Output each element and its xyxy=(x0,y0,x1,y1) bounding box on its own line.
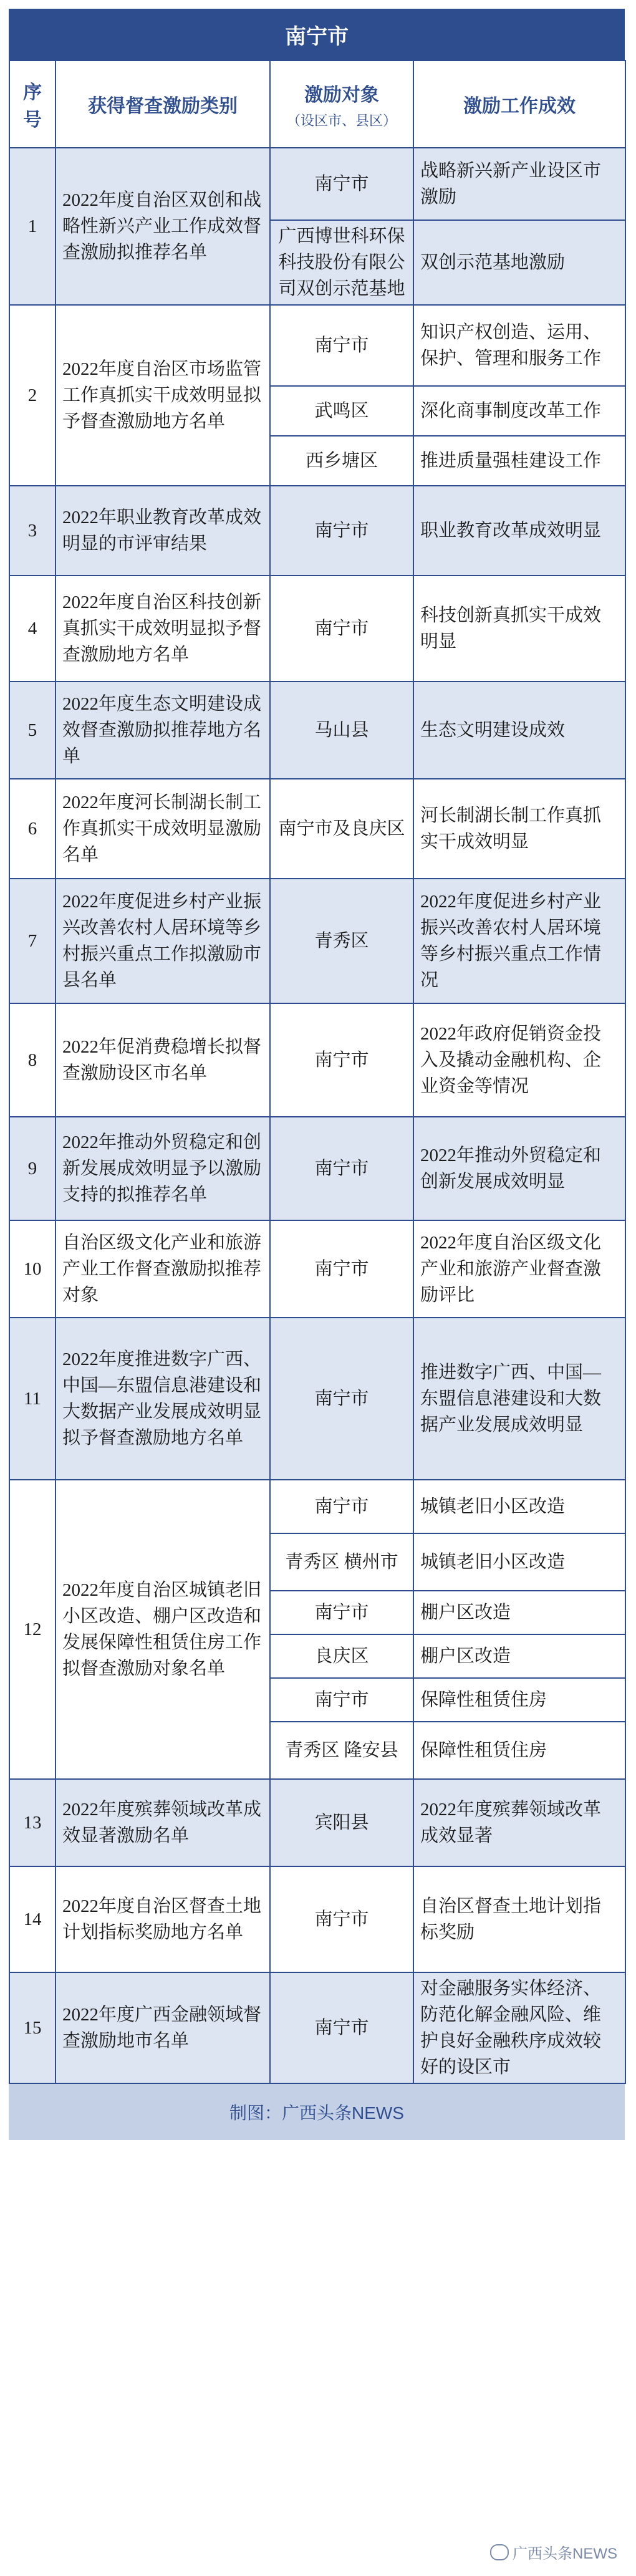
table-row xyxy=(9,779,625,879)
table-row xyxy=(9,1117,625,1220)
incentive-target: 宾阳县 xyxy=(270,1779,413,1866)
table-row xyxy=(9,1003,625,1117)
incentive-category: 2022年度自治区市场监管工作真抓实干成效明显拟予督查激励地方名单 xyxy=(55,305,270,486)
row-number: 8 xyxy=(9,1003,55,1117)
row-number: 1 xyxy=(9,148,55,305)
incentive-target: 南宁市 xyxy=(270,1117,413,1220)
row-number: 3 xyxy=(9,486,55,576)
row-number: 9 xyxy=(9,1117,55,1220)
incentive-table xyxy=(9,60,626,2084)
incentive-result: 棚户区改造 xyxy=(413,1591,625,1634)
incentive-target: 南宁市 xyxy=(270,576,413,682)
incentive-result: 推进数字广西、中国—东盟信息港建设和大数据产业发展成效明显 xyxy=(413,1318,625,1480)
table-row xyxy=(9,1318,625,1480)
table-row xyxy=(9,486,625,576)
incentive-result: 科技创新真抓实干成效明显 xyxy=(413,576,625,682)
table-row xyxy=(9,305,625,386)
incentive-result: 2022年度殡葬领域改革成效显著 xyxy=(413,1779,625,1866)
table-row xyxy=(9,1972,625,2083)
table-row xyxy=(9,576,625,682)
incentive-category: 2022年度自治区双创和战略性新兴产业工作成效督查激励拟推荐名单 xyxy=(55,148,270,305)
incentive-target: 青秀区 隆安县 xyxy=(270,1722,413,1779)
watermark-text: 广西头条NEWS xyxy=(513,2545,617,2562)
header-target xyxy=(270,60,413,148)
footer-credit: 制图：广西头条NEWS xyxy=(9,2084,625,2140)
row-number: 6 xyxy=(9,779,55,879)
row-number: 13 xyxy=(9,1779,55,1866)
row-number: 12 xyxy=(9,1480,55,1779)
incentive-target: 良庆区 xyxy=(270,1634,413,1678)
row-number: 15 xyxy=(9,1972,55,2083)
header-category: 获得督查激励类别 xyxy=(55,60,270,148)
incentive-result: 城镇老旧小区改造 xyxy=(413,1480,625,1533)
table-container xyxy=(9,9,625,2140)
incentive-target: 马山县 xyxy=(270,682,413,779)
incentive-target: 南宁市 xyxy=(270,486,413,576)
table-row xyxy=(9,879,625,1003)
incentive-category: 2022年度殡葬领域改革成效显著激励名单 xyxy=(55,1779,270,1866)
incentive-target: 南宁市 xyxy=(270,1003,413,1117)
table-row xyxy=(9,1779,625,1866)
incentive-category: 2022年度自治区科技创新真抓实干成效明显拟予督查激励地方名单 xyxy=(55,576,270,682)
header-num: 序号 xyxy=(9,60,55,148)
incentive-result: 河长制湖长制工作真抓实干成效明显 xyxy=(413,779,625,879)
incentive-target: 武鸣区 xyxy=(270,386,413,436)
incentive-target: 南宁市 xyxy=(270,1866,413,1972)
incentive-category: 2022年度广西金融领域督查激励地市名单 xyxy=(55,1972,270,2083)
wechat-icon xyxy=(490,2544,509,2560)
incentive-category: 2022年度自治区督查土地计划指标奖励地方名单 xyxy=(55,1866,270,1972)
table-title: 南宁市 xyxy=(9,9,625,60)
incentive-category: 2022年职业教育改革成效明显的市评审结果 xyxy=(55,486,270,576)
table-row xyxy=(9,1866,625,1972)
header-result: 激励工作成效 xyxy=(413,60,625,148)
incentive-result: 推进质量强桂建设工作 xyxy=(413,436,625,486)
row-number: 10 xyxy=(9,1220,55,1318)
row-number: 14 xyxy=(9,1866,55,1972)
incentive-category: 2022年促消费稳增长拟督查激励设区市名单 xyxy=(55,1003,270,1117)
incentive-result: 2022年度自治区级文化产业和旅游产业督查激励评比 xyxy=(413,1220,625,1318)
row-number: 11 xyxy=(9,1318,55,1480)
header-target-label: 激励对象 xyxy=(304,84,379,105)
incentive-result: 保障性租赁住房 xyxy=(413,1678,625,1722)
incentive-target: 南宁市 xyxy=(270,1318,413,1480)
incentive-result: 自治区督查土地计划指标奖励 xyxy=(413,1866,625,1972)
table-row xyxy=(9,148,625,220)
incentive-target: 南宁市 xyxy=(270,1480,413,1533)
incentive-category: 2022年推动外贸稳定和创新发展成效明显予以激励支持的拟推荐名单 xyxy=(55,1117,270,1220)
incentive-result: 城镇老旧小区改造 xyxy=(413,1533,625,1591)
incentive-category: 自治区级文化产业和旅游产业工作督查激励拟推荐对象 xyxy=(55,1220,270,1318)
row-number: 5 xyxy=(9,682,55,779)
incentive-category: 2022年度促进乡村产业振兴改善农村人居环境等乡村振兴重点工作拟激励市县名单 xyxy=(55,879,270,1003)
incentive-target: 南宁市 xyxy=(270,1220,413,1318)
header-target-sub: （设区市、县区） xyxy=(286,112,397,128)
incentive-target: 青秀区 横州市 xyxy=(270,1533,413,1591)
incentive-target: 南宁市 xyxy=(270,305,413,386)
incentive-target: 广西博世科环保科技股份有限公司双创示范基地 xyxy=(270,220,413,305)
incentive-result: 深化商事制度改革工作 xyxy=(413,386,625,436)
incentive-result: 战略新兴新产业设区市激励 xyxy=(413,148,625,220)
incentive-result: 对金融服务实体经济、防范化解金融风险、维护良好金融秩序成效较好的设区市 xyxy=(413,1972,625,2083)
incentive-result: 2022年政府促销资金投入及撬动金融机构、企业资金等情况 xyxy=(413,1003,625,1117)
incentive-result: 职业教育改革成效明显 xyxy=(413,486,625,576)
incentive-result: 棚户区改造 xyxy=(413,1634,625,1678)
incentive-category: 2022年度自治区城镇老旧小区改造、棚户区改造和发展保障性租赁住房工作拟督查激励对象名单 xyxy=(55,1480,270,1779)
incentive-target: 南宁市及良庆区 xyxy=(270,779,413,879)
incentive-target: 南宁市 xyxy=(270,148,413,220)
row-number: 4 xyxy=(9,576,55,682)
watermark xyxy=(490,2541,617,2563)
incentive-target: 南宁市 xyxy=(270,1678,413,1722)
incentive-target: 南宁市 xyxy=(270,1972,413,2083)
incentive-target: 南宁市 xyxy=(270,1591,413,1634)
incentive-result: 2022年度促进乡村产业振兴改善农村人居环境等乡村振兴重点工作情况 xyxy=(413,879,625,1003)
incentive-category: 2022年度生态文明建设成效督查激励拟推荐地方名单 xyxy=(55,682,270,779)
incentive-result: 保障性租赁住房 xyxy=(413,1722,625,1779)
incentive-result: 双创示范基地激励 xyxy=(413,220,625,305)
incentive-result: 知识产权创造、运用、保护、管理和服务工作 xyxy=(413,305,625,386)
row-number: 2 xyxy=(9,305,55,486)
table-row xyxy=(9,682,625,779)
row-number: 7 xyxy=(9,879,55,1003)
incentive-category: 2022年度推进数字广西、中国—东盟信息港建设和大数据产业发展成效明显拟予督查激励地方名单 xyxy=(55,1318,270,1480)
incentive-result: 生态文明建设成效 xyxy=(413,682,625,779)
header-row xyxy=(9,60,625,148)
table-row xyxy=(9,1220,625,1318)
incentive-target: 西乡塘区 xyxy=(270,436,413,486)
incentive-target: 青秀区 xyxy=(270,879,413,1003)
incentive-category: 2022年度河长制湖长制工作真抓实干成效明显激励名单 xyxy=(55,779,270,879)
incentive-result: 2022年推动外贸稳定和创新发展成效明显 xyxy=(413,1117,625,1220)
table-row xyxy=(9,1480,625,1533)
